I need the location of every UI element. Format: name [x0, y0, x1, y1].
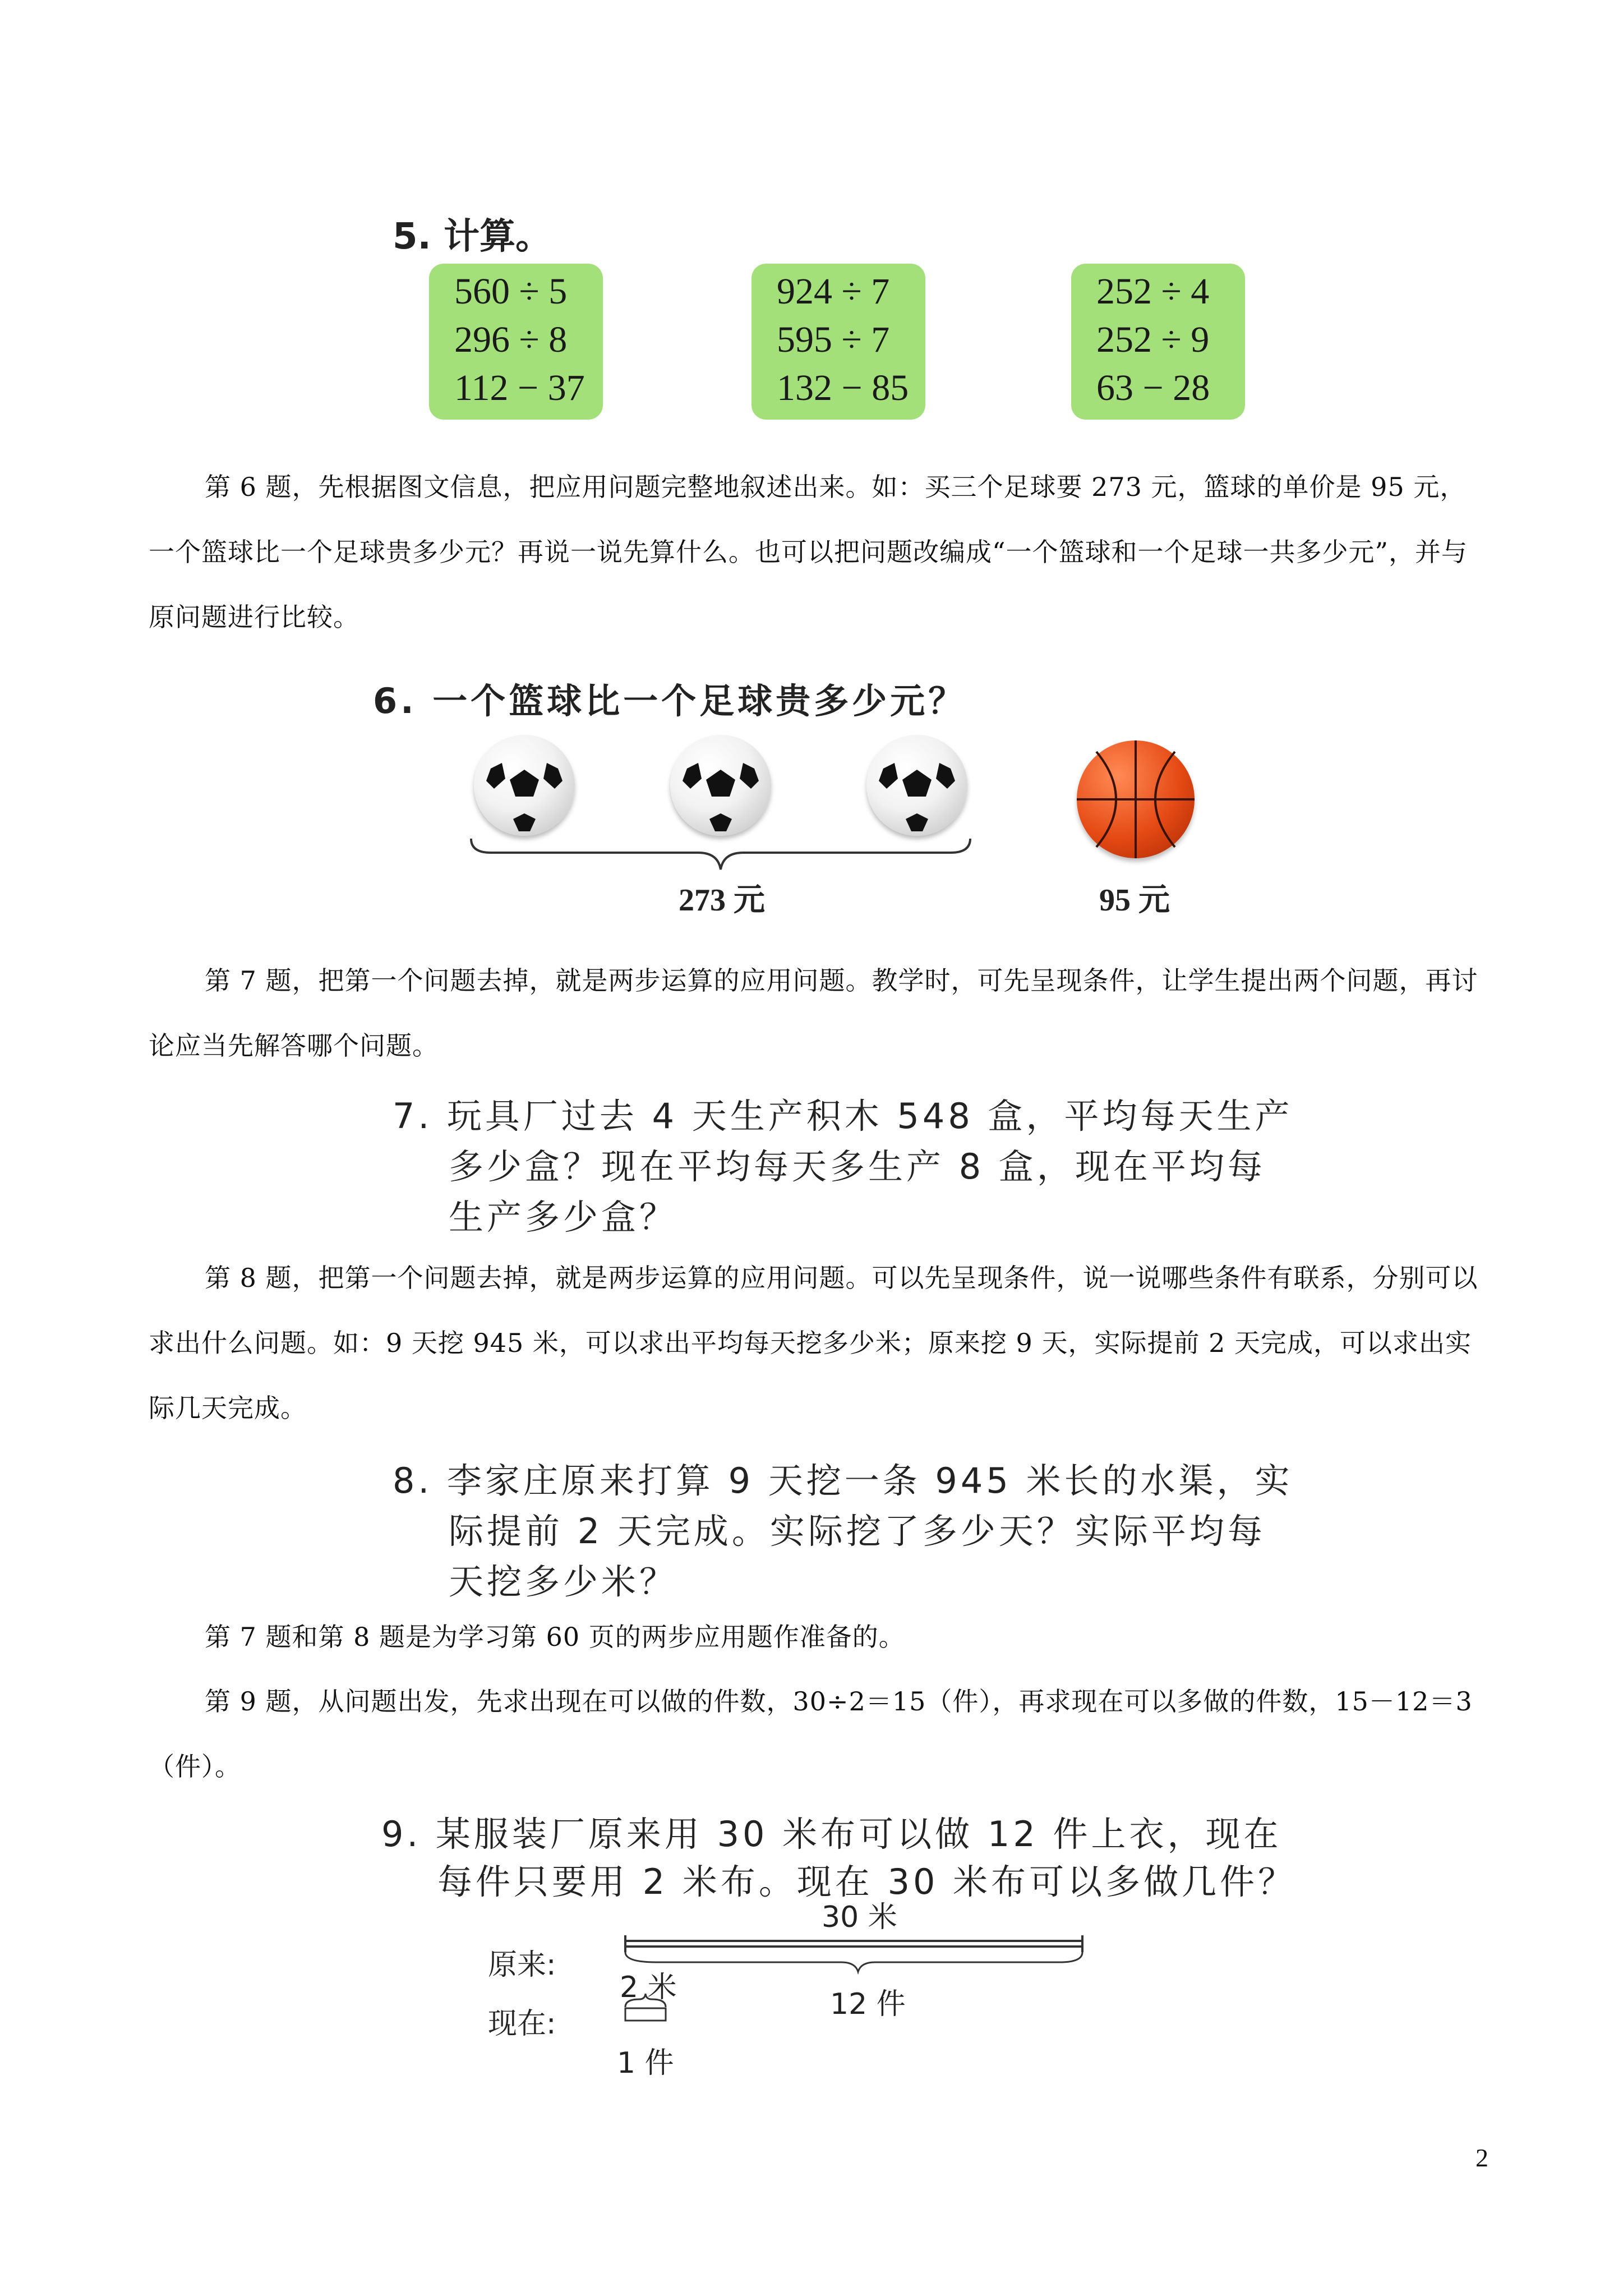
exercise-7-line: 生产多少盒？	[449, 1197, 678, 1237]
exercise-8-line: 际提前 2 天完成。实际挖了多少天？实际平均每	[449, 1511, 1266, 1552]
soccer-ball-icon	[866, 735, 967, 836]
exercise-9-line: 每件只要用 2 米布。现在 30 米布可以多做几件？	[437, 1861, 1297, 1902]
calc-item: 63 − 28	[1096, 367, 1210, 408]
calc-box-3	[1071, 264, 1245, 420]
exercise-8-line: 天挖多少米？	[449, 1561, 678, 1602]
soccer-price-label: 273 元	[679, 883, 765, 918]
calc-item: 252 ÷ 9	[1096, 319, 1210, 360]
now-label: 现在:	[488, 2007, 556, 2041]
exercise-6-question: 6. 一个篮球比一个足球贵多少元？	[373, 680, 967, 721]
paragraph-7-8: 第 7 题和第 8 题是为学习第 60 页的两步应用题作准备的。	[205, 1622, 905, 1652]
paragraph-9: 第 9 题，从问题出发，先求出现在可以做的件数，30÷2＝15（件），再求现在可以多做的件数，15－12＝3（件）。	[149, 1686, 1473, 1782]
page-number: 2	[1476, 2143, 1488, 2172]
basketball-icon	[1077, 740, 1195, 858]
calc-item: 560 ÷ 5	[454, 271, 568, 312]
calc-item: 112 − 37	[454, 367, 585, 408]
soccer-ball-icon	[670, 735, 771, 836]
paragraph-6: 第 6 题，先根据图文信息，把应用问题完整地叙述出来。如：买三个足球要 273 元，篮球的单价是 95 元，一个篮球比一个足球贵多少元？再说一说先算什么。也可以把问题改编成“一个篮球和一个足球一共多少元”，并与原问题进行比较。	[149, 472, 1468, 632]
exercise-7-line: 多少盒？现在平均每天多生产 8 盒，现在平均每	[449, 1146, 1266, 1187]
soccer-ball-icon	[474, 735, 575, 836]
count-label: 12 件	[830, 1987, 906, 2021]
segment-label: 2 米	[620, 1971, 677, 2004]
calc-box-1	[429, 264, 603, 420]
exercise-9-line: 9. 某服装厂原来用 30 米布可以做 12 件上衣，现在	[381, 1814, 1282, 1855]
paragraph-8: 第 8 题，把第一个问题去掉，就是两步运算的应用问题。可以先呈现条件，说一说哪些条件有联系，分别可以求出什么问题。如：9 天挖 945 米，可以求出平均每天挖多少米；原来挖 9 天，实际提前 2 天完成，可以求出实际几天完成。	[149, 1263, 1478, 1423]
basket-price-label: 95 元	[1099, 883, 1170, 918]
calc-box-2	[751, 264, 925, 420]
calc-item: 924 ÷ 7	[777, 271, 890, 312]
calc-item: 595 ÷ 7	[777, 319, 890, 360]
calc-item: 132 − 85	[777, 367, 909, 408]
one-piece-label: 1 件	[617, 2046, 674, 2080]
exercise-7-line: 7. 玩具厂过去 4 天生产积木 548 盒，平均每天生产	[393, 1096, 1293, 1137]
calc-item: 252 ÷ 4	[1096, 271, 1210, 312]
total-length-label: 30 米	[822, 1901, 897, 1934]
exercise-8-line: 8. 李家庄原来打算 9 天挖一条 945 米长的水渠，实	[393, 1460, 1293, 1501]
original-label: 原来:	[488, 1948, 556, 1982]
soccer-price-brace	[468, 836, 973, 875]
exercise-5-title: 5. 计算。	[393, 216, 552, 257]
calc-item: 296 ÷ 8	[454, 319, 568, 360]
paragraph-7: 第 7 题，把第一个问题去掉，就是两步运算的应用问题。教学时，可先呈现条件，让学生提出两个问题，再讨论应当先解答哪个问题。	[149, 965, 1478, 1061]
